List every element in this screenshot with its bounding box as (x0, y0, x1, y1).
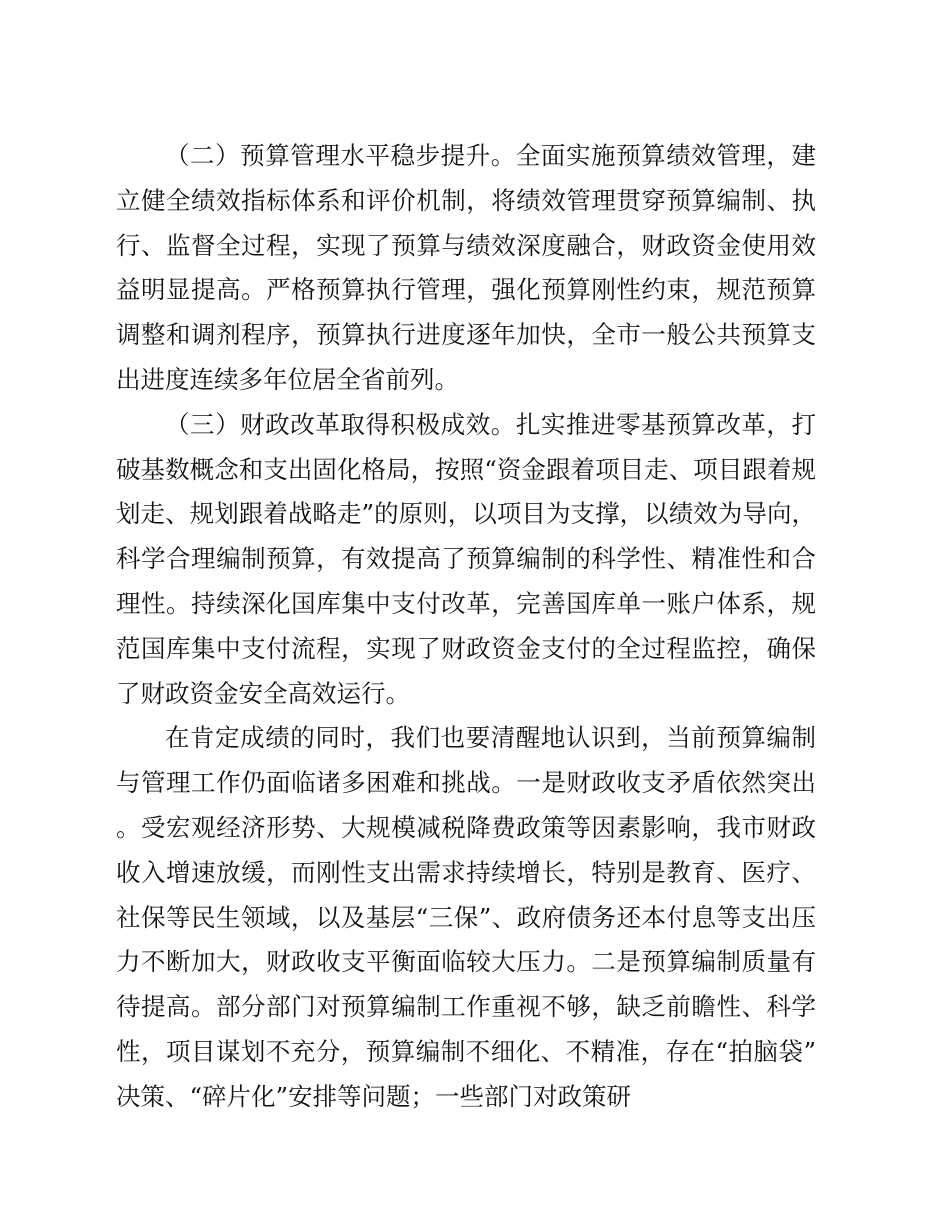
paragraph-budget-management: （二）预算管理水平稳步提升。全面实施预算绩效管理，建立健全绩效指标体系和评价机制，将绩效管理贯穿预算编制、执行、监督全过程，实现了预算与绩效深度融合，财政资金使用效益明显提高。严格预算执行管理，强化预算刚性约束，规范预算调整和调剂程序，预算执行进度逐年加快，全市一般公共预算支出进度连续多年位居全省前列。 (116, 141, 816, 394)
paragraph-fiscal-reform: （三）财政改革取得积极成效。扎实推进零基预算改革，打破基数概念和支出固化格局，按照“资金跟着项目走、项目跟着规划走、规划跟着战略走”的原则，以项目为支撑，以绩效为导向，科学合理编制预算，有效提高了预算编制的科学性、精准性和合理性。持续深化国库集中支付改革，完善国库单一账户体系，规范国库集中支付流程，实现了财政资金支付的全过程监控，确保了财政资金安全高效运行。 (116, 409, 816, 708)
document-body (116, 134, 816, 1120)
paragraph-challenges: 在肯定成绩的同时，我们也要清醒地认识到，当前预算编制与管理工作仍面临诸多困难和挑战。一是财政收支矛盾依然突出。受宏观经济形势、大规模减税降费政策等因素影响，我市财政收入增速放缓，而刚性支出需求持续增长，特别是教育、医疗、社保等民生领域，以及基层“三保”、政府债务还本付息等支出压力不断加大，财政收支平衡面临较大压力。二是预算编制质量有待提高。部分部门对预算编制工作重视不够，缺乏前瞻性、科学性，项目谋划不充分，预算编制不细化、不精准，存在“拍脑袋”决策、“碎片化”安排等问题；一些部门对政策研 (116, 723, 816, 1111)
